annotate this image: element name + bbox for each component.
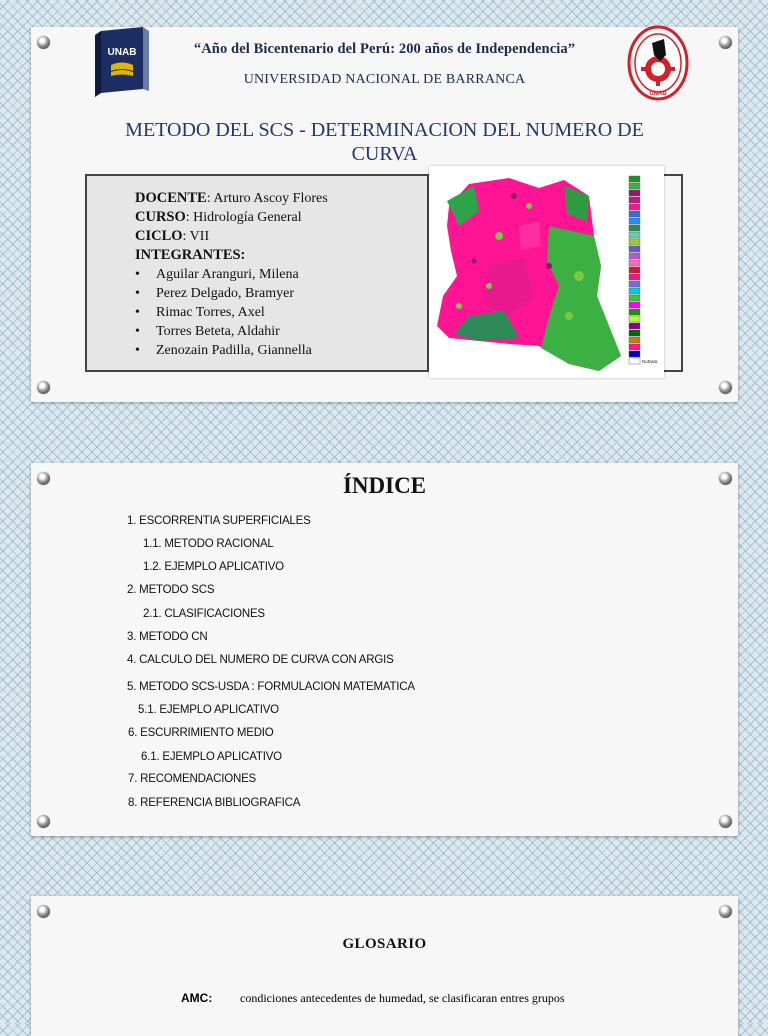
ciclo-value: : VII bbox=[182, 229, 210, 244]
university-name: UNIVERSIDAD NACIONAL DE BARRANCA bbox=[243, 72, 526, 87]
toc-item: 6.1. EJEMPLO APLICATIVO bbox=[141, 751, 282, 763]
title-slide bbox=[31, 27, 738, 402]
toc-item: 1.1. METODO RACIONAL bbox=[143, 538, 274, 550]
docente-label: DOCENTE bbox=[135, 190, 207, 206]
toc-item: 3. METODO CN bbox=[127, 631, 208, 643]
glossary-definition: condiciones antecedentes de humedad, se clasificaran entres grupos bbox=[240, 991, 565, 1005]
docente-value: : Arturo Ascoy Flores bbox=[206, 191, 328, 206]
unab-logo-text: UNAB bbox=[107, 47, 137, 58]
docente-row bbox=[135, 189, 328, 208]
screw-icon bbox=[37, 381, 50, 394]
ciclo-row bbox=[135, 227, 328, 246]
toc-item: 1.2. EJEMPLO APLICATIVO bbox=[143, 561, 284, 573]
curso-row bbox=[135, 208, 328, 227]
toc-item: 8. REFERENCIA BIBLIOGRAFICA bbox=[128, 797, 301, 809]
toc-item: 2. METODO SCS bbox=[127, 584, 215, 596]
screw-icon bbox=[37, 905, 50, 918]
list-item: • Rimac Torres, Axel bbox=[135, 303, 328, 322]
screw-icon bbox=[719, 815, 732, 828]
seal-text: UNAB bbox=[649, 91, 667, 97]
engineering-seal-logo bbox=[627, 25, 689, 103]
map-legend-nodata: NoData bbox=[642, 359, 658, 364]
glossary-slide bbox=[31, 896, 738, 1036]
screw-icon bbox=[719, 381, 732, 394]
motto: “Año del Bicentenario del Perú: 200 años de Independencia” bbox=[193, 41, 576, 57]
screw-icon bbox=[37, 815, 50, 828]
integrantes-list bbox=[135, 265, 328, 360]
presentation-title: METODO DEL SCS - DETERMINACION DEL NUMERO DE CURVA bbox=[125, 119, 644, 165]
curso-value: : Hidrología General bbox=[185, 210, 302, 225]
ciclo-label: CICLO bbox=[135, 228, 183, 244]
index-slide bbox=[31, 463, 738, 836]
glossary-title: GLOSARIO bbox=[342, 936, 427, 952]
curso-label: CURSO bbox=[135, 209, 186, 225]
toc-item: 2.1. CLASIFICACIONES bbox=[143, 608, 265, 620]
curve-number-map bbox=[429, 166, 664, 378]
list-item: • Aguilar Aranguri, Milena bbox=[135, 265, 328, 284]
toc-item: 4. CALCULO DEL NUMERO DE CURVA CON ARGIS bbox=[127, 654, 394, 666]
list-item: • Perez Delgado, Bramyer bbox=[135, 284, 328, 303]
toc-item: 7. RECOMENDACIONES bbox=[128, 773, 257, 785]
integrantes-label: INTEGRANTES: bbox=[135, 247, 246, 263]
list-item: • Zenozain Padilla, Giannella bbox=[135, 341, 328, 360]
screw-icon bbox=[719, 905, 732, 918]
index-title: ÍNDICE bbox=[342, 473, 427, 498]
toc-item: 6. ESCURRIMIENTO MEDIO bbox=[128, 727, 274, 739]
toc-item: 5.1. EJEMPLO APLICATIVO bbox=[138, 704, 279, 716]
list-item: • Torres Beteta, Aldahir bbox=[135, 322, 328, 341]
toc-item: 5. METODO SCS-USDA : FORMULACION MATEMATICA bbox=[127, 681, 415, 693]
course-info bbox=[135, 189, 328, 360]
glossary-term: AMC: bbox=[181, 991, 213, 1005]
toc-item: 1. ESCORRENTIA SUPERFICIALES bbox=[127, 515, 311, 527]
